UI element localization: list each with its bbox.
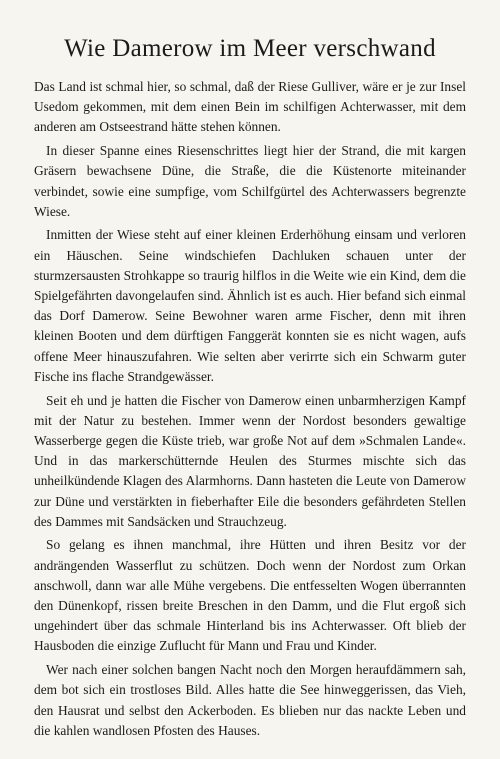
chapter-title: Wie Damerow im Meer verschwand	[64, 35, 436, 62]
paragraph-5: So gelang es ihnen manchmal, ihre Hütten und ihren Besitz vor der andrängenden Wasserflut zu schützen. Doch wenn der Nordost zum Orkan anschwoll, dann war alle Mühe vergebens. Die entfesselten Wogen überrannten den Dünenkopf, rissen breite Breschen in den Damm, und die Flut ergoß sich ungehindert über das schmale Hinterland bis ins Achterwasser. Oft blieb der Hausboden die einzige Zuflucht für Mann und Frau und Kinder.	[34, 537, 466, 654]
paragraph-6: Wer nach einer solchen bangen Nacht noch den Morgen heraufdämmern sah, dem bot sich ein trostloses Bild. Alles hatte die See hinweggerissen, das Vieh, den Hausrat und selbst den Ackerboden. Es blieben nur das nackte Leben und die kahlen wandlosen Pfosten des Hauses.	[34, 662, 466, 738]
paragraph-2: In dieser Spanne eines Riesenschrittes liegt hier der Strand, die mit kargen Gräsern bewachsene Düne, die Straße, die die Küstenorte miteinander verbindet, sowie eine sumpfige, vom Schilfgürtel des Achterwassers begrenzte Wiese.	[34, 143, 466, 219]
chapter-body	[34, 77, 466, 745]
paragraph-3: Inmitten der Wiese steht auf einer kleinen Erderhöhung einsam und verloren ein Häuschen. Seine windschiefen Dachluken schauen unter der sturmzersausten Strohkappe so traurig hilflos in die Weite wie ein Kind, dem die Spielgefährten davongelaufen sind. Ähnlich ist es auch. Hier befand sich einmal das Dorf Damerow. Seine Bewohner waren arme Fischer, denn mit ihren kleinen Booten und dem dürftigen Fanggerät konnten sie es nicht wagen, aufs offene Meer hinauszufahren. Wie selten aber verirrte sich ein Schwarm guter Fische ins flache Strandgewässer.	[34, 227, 466, 384]
paragraph-4: Seit eh und je hatten die Fischer von Damerow einen unbarmherzigen Kampf mit der Natur zu bestehen. Immer wenn der Nordost besonders gewaltige Wasserberge gegen die Küste trieb, war große Not auf dem »Schmalen Lande«. Und in das markerschütternde Heulen des Sturmes mischte sich das unheilkündende Klagen des Alarmhorns. Dann hasteten die Leute von Damerow zur Düne und verstärkten in fieberhafter Eile die besonders gefährdeten Stellen des Dammes mit Sandsäcken und Strauchzeug.	[34, 392, 466, 529]
paragraph-1: Das Land ist schmal hier, so schmal, daß der Riese Gulliver, wäre er je zur Insel Usedom gekommen, mit dem einen Bein im schilfigen Achterwasser, mit dem anderen am Ostseestrand hätte stehen können.	[34, 79, 466, 135]
